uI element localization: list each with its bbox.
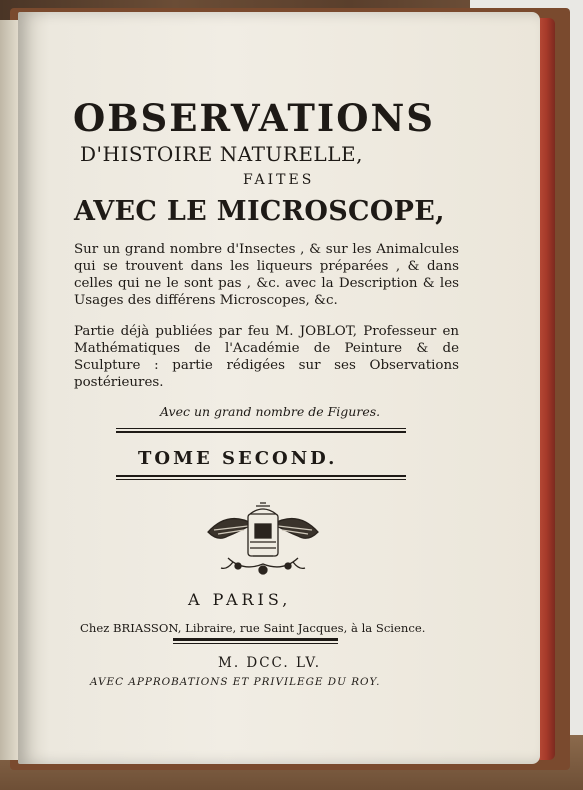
book-subtitle-3: AVEC LE MICROSCOPE,: [74, 196, 445, 227]
figures-note: Avec un grand nombre de Figures.: [160, 404, 381, 419]
authorship-paragraph: Partie déjà publiées par feu M. JOBLOT, Professeur en Mathématiques de l'Académie de Peinture & de Sculpture : partie rédigées sur ses Observations postérieures.: [74, 324, 459, 390]
royal-privilege: AVEC APPROBATIONS ET PRIVILEGE DU ROY.: [90, 676, 381, 688]
publication-date: M. DCC. LV.: [218, 655, 322, 671]
title-page: [18, 12, 540, 764]
book-subtitle-2: FAITES: [243, 172, 315, 188]
imprint-rule-thick: [173, 638, 338, 641]
imprint-rule-thin: [173, 643, 338, 644]
volume-label: TOME SECOND.: [138, 448, 338, 469]
book-title: OBSERVATIONS: [73, 96, 435, 140]
top-rule-double: [116, 431, 406, 433]
description-paragraph: Sur un grand nombre d'Insectes , & sur les Animalcules qui se trouvent dans les liqueurs préparées , & dans celles qui ne le sont pas , &c. avec la Description & les Usages des différens Microscopes, &c.: [74, 242, 459, 308]
publisher-line: Chez BRIASSON, Libraire, rue Saint Jacques, à la Science.: [80, 621, 426, 635]
bottom-rule: [116, 475, 406, 477]
printer-device-vignette-icon: [198, 502, 328, 582]
book-subtitle-1: D'HISTOIRE NATURELLE,: [80, 142, 363, 166]
top-rule: [116, 428, 406, 429]
publication-city: A PARIS,: [188, 590, 292, 609]
bottom-rule-double: [116, 479, 406, 480]
